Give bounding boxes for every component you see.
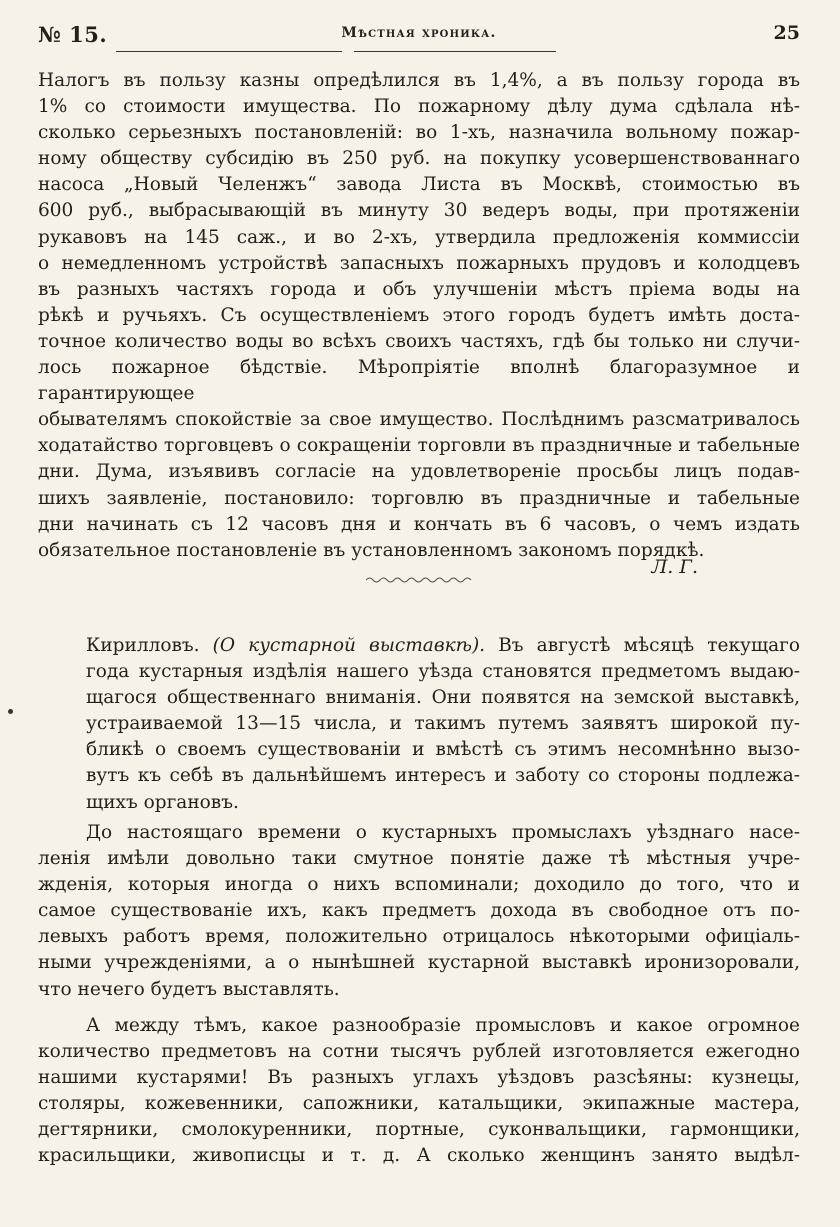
text-line: года кустарныя издѣлія нашего уѣзда становятся предметомъ выдаю- — [86, 661, 800, 683]
text-line: точное количество воды во всѣхъ своихъ частяхъ, гдѣ бы только ни случи- — [38, 330, 800, 352]
text-line: Налогъ въ пользу казны опредѣлился въ 1,4%, а въ пользу города въ — [38, 70, 800, 91]
paragraph-city-duma — [38, 68, 800, 564]
text-line: что нечего будетъ выставлять. — [38, 978, 340, 1000]
text-line: А между тѣмъ, какое разнообразіе промысловъ и какое огромное — [86, 1015, 800, 1036]
text-line: бликѣ о своемъ существованіи и вмѣстѣ съ этимъ несомнѣнно вызо- — [86, 739, 800, 761]
text-line: рукавовъ на 145 саж., и во 2-хъ, утвердила предложенія коммиссіи — [38, 226, 800, 248]
text-line: насоса „Новый Челенжъ“ завода Листа въ Москвѣ, стоимостью въ — [38, 174, 800, 196]
text-line: ходатайство торговцевъ о сокращеніи торговли въ праздничные и табельные — [38, 435, 800, 457]
text-line: левыхъ работъ время, положительно отрицалось нѣкоторыми офиціаль- — [38, 926, 800, 948]
text-line: нашими кустарями! Въ разныхъ углахъ уѣздовъ разсѣяны: кузнецы, — [38, 1067, 800, 1089]
text-line: дни. Дума, изъявивъ согласіе на удовлетвореніе просьбы лицъ подав- — [38, 461, 800, 483]
author-signature: Л. Г. — [651, 556, 698, 578]
text-line: сколько серьезныхъ постановленій: во 1-хъ, назначила вольному пожар- — [38, 122, 800, 144]
text-line: рѣкѣ и ручьяхъ. Съ осуществленіемъ этого городъ будетъ имѣть доста- — [38, 304, 800, 326]
section-divider-ornament — [366, 575, 472, 585]
text-line: ному обществу субсидію въ 250 руб. на покупку усовершенствованнаго — [38, 148, 800, 170]
text-line: обязательное постановленіе въ установленномъ закономъ порядкѣ. — [38, 539, 705, 561]
paragraph-handicrafts-history — [38, 820, 800, 1003]
article-topic: (О кустарной выставкѣ). — [212, 635, 486, 656]
text-line: До настоящаго времени о кустарныхъ промыслахъ уѣзднаго насе- — [86, 822, 800, 843]
text-line: самое существованіе ихъ, какъ предметъ дохода въ свободное отъ по- — [38, 900, 800, 922]
text-line: количество предметовъ на сотни тысячъ рублей изготовляется ежегодно — [38, 1041, 800, 1063]
paragraph-kirillov — [38, 633, 800, 816]
text-line: щихъ органовъ. — [86, 791, 239, 813]
text-line: ленія имѣли довольно таки смутное понятіе даже тѣ мѣстныя учре- — [38, 848, 800, 870]
text-line: красильщики, живописцы и т. д. А сколько женщинъ занято выдѣл- — [38, 1145, 800, 1167]
text-line: жденія, которыя иногда о нихъ вспоминали; доходило до того, что и — [38, 874, 800, 896]
text-line: вутъ къ себѣ въ дальнѣйшемъ интересъ и заботу со стороны подлежа- — [86, 765, 800, 787]
paragraph-crafts-list — [38, 1013, 800, 1170]
header-rule-right — [354, 51, 556, 52]
text-line: ными учрежденіями, а о нынѣшней кустарной выставкѣ иронизоровали, — [38, 952, 800, 974]
margin-mark — [8, 709, 13, 714]
text-line: щагося общественнаго вниманія. Они появятся на земской выставкѣ, — [86, 687, 800, 709]
text-line: шихъ заявленіе, постановило: торговлю въ праздничные и табельные — [38, 487, 800, 509]
text-line: дегтярники, смолокуренники, портные, суконвальщики, гармонщики, — [38, 1119, 800, 1141]
page-header — [38, 18, 800, 52]
page-number: 25 — [773, 22, 800, 44]
header-rule-left — [116, 51, 342, 52]
text-line: устраиваемой 13—15 числа, и такимъ путемъ заявятъ широкой пу- — [86, 713, 800, 735]
text-line: 600 руб., выбрасывающій въ минуту 30 ведеръ воды, при протяженіи — [38, 200, 800, 222]
dateline-place: Кирилловъ. — [86, 635, 200, 656]
first-line-rest: Въ августѣ мѣсяцѣ текущаго — [498, 635, 801, 656]
text-line: лось пожарное бѣдствіе. Мѣропріятіе вполнѣ благоразумное и гарантирующее — [38, 357, 800, 405]
text-line: столяры, кожевенники, сапожники, катальщики, экипажные мастера, — [38, 1093, 800, 1115]
text-line: въ разныхъ частяхъ города и объ улучшеніи мѣстъ пріема воды на — [38, 278, 800, 300]
text-line: обывателямъ спокойствіе за свое имущество. Послѣднимъ разсматривалось — [38, 409, 800, 431]
text-line: 1% со стоимости имущества. По пожарному дѣлу дума сдѣлала нѣ- — [38, 96, 800, 118]
issue-number: № 15. — [38, 22, 108, 47]
section-title: Мѣстная хроника. — [341, 25, 497, 41]
text-line: о немедленномъ устройствѣ запасныхъ пожарныхъ прудовъ и колодцевъ — [38, 252, 800, 274]
text-line: дни начинать съ 12 часовъ дня и кончать въ 6 часовъ, о чемъ издать — [38, 513, 800, 535]
